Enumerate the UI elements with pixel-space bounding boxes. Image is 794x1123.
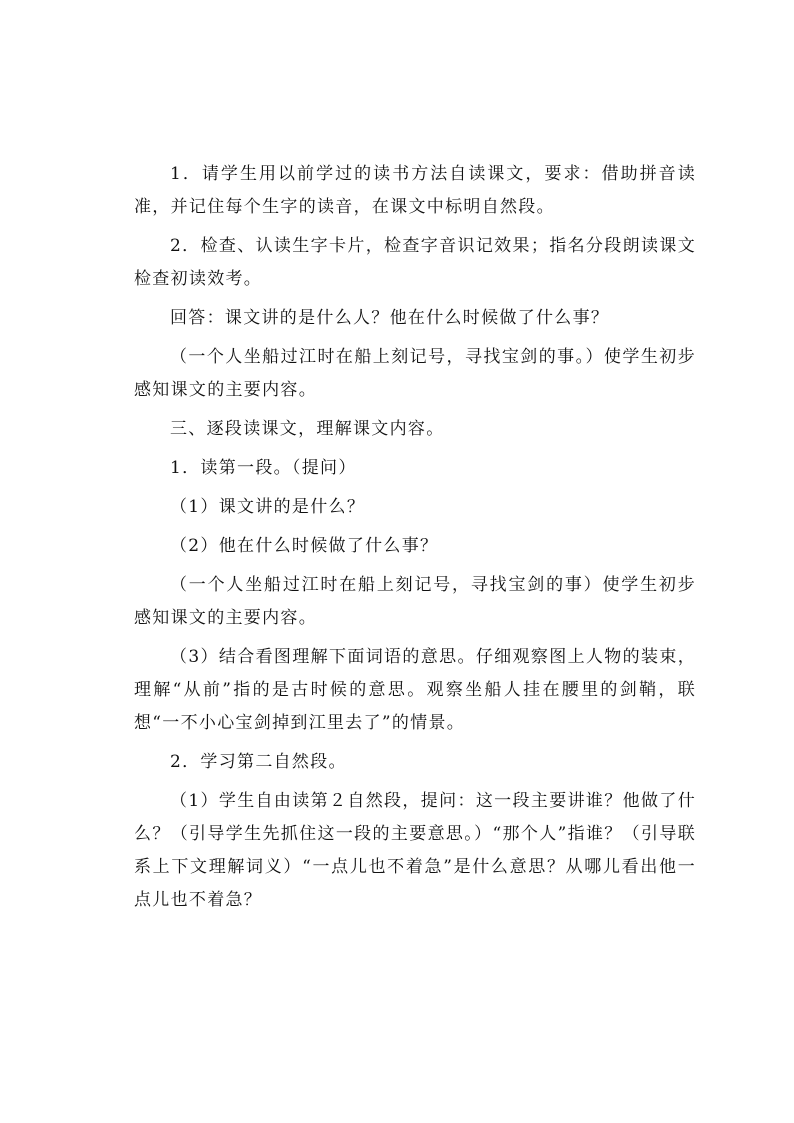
- question-item-3: （3）结合看图理解下面词语的意思。仔细观察图上人物的装束，理解“从前”指的是古时候的意思。观察坐船人挂在腰里的剑鞘，联想“一不小心宝剑掉到江里去了”的情景。: [134, 647, 696, 733]
- paragraph-story-summary-repeat: （一个人坐船过江时在船上刻记号，寻找宝剑的事）使学生初步感知课文的主要内容。: [134, 575, 696, 628]
- paragraph-step-2-check-cards: 2．检查、认读生字卡片，检查字音识记效果；指名分段朗读课文检查初读效考。: [134, 236, 696, 289]
- paragraph-answer-question: 回答：课文讲的是什么人？他在什么时候做了什么事？: [170, 308, 610, 328]
- paragraph-step-1-self-reading: 1．请学生用以前学过的读书方法自读课文，要求：借助拼音读准，并记住每个生字的读音，在课文中标明自然段。: [134, 164, 696, 217]
- paragraph-story-summary: （一个人坐船过江时在船上刻记号，寻找宝剑的事。）使学生初步感知课文的主要内容。: [134, 347, 696, 400]
- document-body: [134, 158, 696, 923]
- question-item-2: （2）他在什么时候做了什么事？: [170, 536, 439, 556]
- question-item-1: （1）课文讲的是什么？: [170, 497, 366, 517]
- paragraph-second-section-question: （1）学生自由读第２自然段，提问：这一段主要讲谁？他做了什么？（引导学生先抓住这一段的主要意思。）“那个人”指谁？（引导联系上下文理解词义）“一点儿也不着急”是什么意思？从哪儿看出他一点儿也不着急？: [134, 791, 696, 910]
- paragraph-study-second-section: 2．学习第二自然段。: [170, 752, 347, 772]
- section-heading-three: 三、逐段读课文，理解课文内容。: [170, 419, 445, 439]
- paragraph-read-first-section: 1．读第一段。（提问）: [170, 458, 357, 478]
